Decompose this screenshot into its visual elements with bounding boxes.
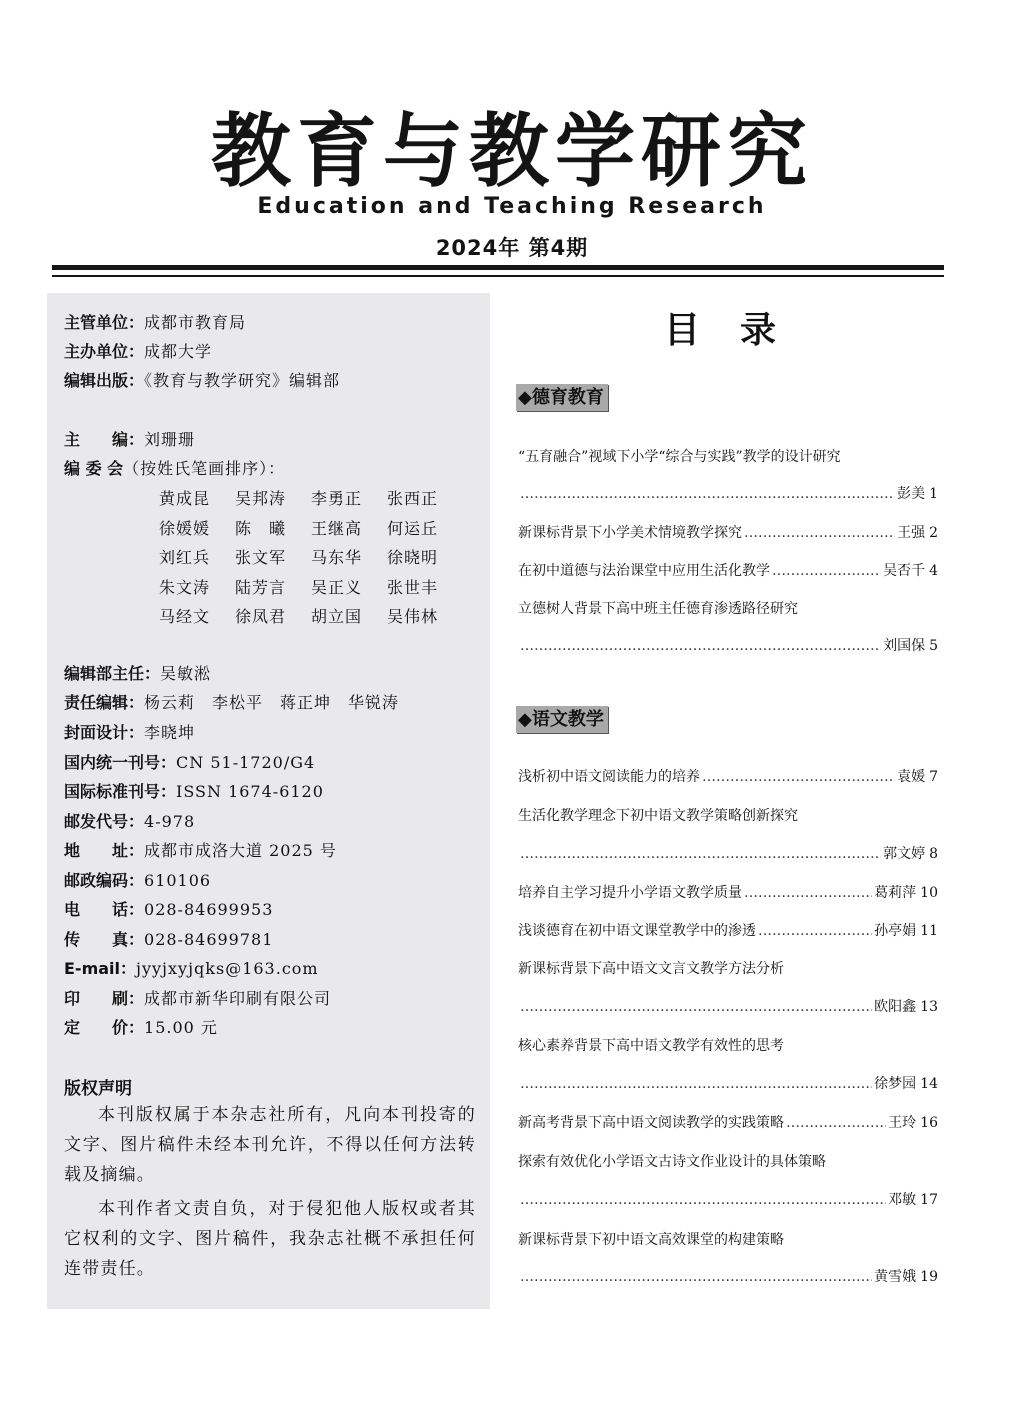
board-member: 吴正义	[311, 577, 363, 597]
toc-entry[interactable]: 培养自主学习提升小学语文教学质量 ………………………………………………………………………………………………………………………………………………………………………… 葛莉萍 10	[518, 882, 938, 904]
header-rule-thin	[52, 275, 944, 277]
board-member: 徐凤君	[235, 607, 287, 626]
board-member: 何运丘	[387, 518, 439, 538]
header-rule-thick	[52, 265, 944, 270]
info-row: 主办单位：成都大学	[64, 342, 213, 361]
detail-row: 邮发代号：4-978	[64, 812, 196, 831]
info-row: 主 编：刘珊珊	[64, 430, 196, 449]
toc-entry-author: 彭美	[897, 486, 926, 502]
board-member: 胡立国	[311, 607, 363, 626]
toc-entry-title[interactable]: 核心素养背景下高中语文教学有效性的思考	[518, 1038, 784, 1054]
board-member: 陈 曦	[235, 518, 287, 538]
board-member: 徐晓明	[387, 548, 439, 567]
toc-entry-leader: ………………………………………………………………………………………………………………………………………………………………………… 欧阳鑫 13	[518, 996, 938, 1018]
detail-row: 定 价：15.00 元	[64, 1018, 218, 1037]
issue-label: 2024年 第4期	[435, 236, 589, 260]
toc-entry-title[interactable]: 新课标背景下高中语文文言文教学方法分析	[518, 961, 784, 977]
toc-title: 目录	[664, 310, 817, 351]
detail-row: 电 话：028-84699953	[64, 900, 274, 919]
detail-row: 传 真：028-84699781	[64, 930, 274, 949]
detail-row: E-mail：jyyjxyjqks@163.com	[64, 959, 319, 978]
board-member: 李勇正	[311, 489, 363, 508]
toc-entry-title[interactable]: 生活化教学理念下初中语文教学策略创新探究	[518, 808, 798, 824]
section-header: ◆德育教育	[516, 384, 608, 411]
copyright-title: 版权声明	[64, 1079, 132, 1099]
toc-entry-leader: ………………………………………………………………………………………………………………………………………………………………………… 徐梦园 14	[518, 1073, 938, 1095]
toc-entry[interactable]: 新高考背景下高中语文阅读教学的实践策略 ………………………………………………………………………………………………………………………………………………………………………… 王玲 16	[518, 1112, 938, 1134]
detail-row: 国内统一刊号：CN 51-1720/G4	[64, 753, 316, 772]
toc-entry-title[interactable]: 新课标背景下初中语文高效课堂的构建策略	[518, 1232, 784, 1248]
section-header: ◆语文教学	[516, 706, 608, 733]
toc-entry[interactable]: 浅析初中语文阅读能力的培养 ………………………………………………………………………………………………………………………………………………………………………… 袁媛 7	[518, 766, 938, 788]
board-member: 刘红兵	[159, 548, 211, 567]
journal-subtitle: Education and Teaching Research	[257, 194, 767, 219]
detail-row: 印 刷：成都市新华印刷有限公司	[64, 989, 332, 1008]
toc-entry-leader: ………………………………………………………………………………………………………………………………………………………………………… 郭文婷 8	[518, 843, 938, 865]
toc-entry-leader: ………………………………………………………………………………………………………………………………………………………………………… 刘国保 5	[518, 635, 938, 657]
info-row: 编辑出版：《教育与教学研究》编辑部	[64, 371, 341, 390]
toc-entry-leader: ………………………………………………………………………………………………………………………………………………………………………… 邓敏 17	[518, 1189, 938, 1211]
detail-row: 地 址：成都市成洛大道 2025 号	[64, 841, 337, 860]
toc-entry[interactable]: 新课标背景下小学美术情境教学探究 ………………………………………………………………………………………………………………………………………………………………………… 王强 2	[518, 522, 938, 544]
editorial-board-list	[159, 484, 459, 632]
board-member: 张世丰	[387, 577, 439, 597]
detail-row: 责任编辑：杨云莉 李松平 蒋正坤 华锐涛	[64, 693, 400, 712]
board-member: 吴伟林	[387, 607, 439, 626]
detail-row: 编辑部主任：吴敏淞	[64, 664, 212, 683]
toc-entry-title[interactable]: 探索有效优化小学语文古诗文作业设计的具体策略	[518, 1154, 826, 1170]
detail-row: 邮政编码：610106	[64, 871, 212, 890]
board-member: 张西正	[387, 489, 439, 508]
copyright-paragraph: 本刊版权属于本杂志社所有，凡向本刊投寄的文字、图片稿件未经本刊允许，不得以任何方法转载及摘编。	[64, 1105, 476, 1185]
toc-entry-title[interactable]: “五育融合”视域下小学“综合与实践”教学的设计研究	[518, 449, 841, 465]
toc-entry-leader	[518, 483, 938, 505]
board-member: 马经文	[159, 607, 211, 626]
toc-entry-title[interactable]: 立德树人背景下高中班主任德育渗透路径研究	[518, 601, 798, 617]
toc-entry[interactable]: 在初中道德与法治课堂中应用生活化教学 ………………………………………………………………………………………………………………………………………………………………………… 吴否千 4	[518, 560, 938, 582]
board-member: 朱文涛	[159, 577, 211, 597]
board-member: 马东华	[311, 548, 363, 567]
toc-entry-page: 1	[929, 486, 938, 502]
board-member: 黄成昆	[159, 489, 211, 508]
board-member: 王继高	[311, 518, 363, 538]
board-member: 徐媛媛	[159, 518, 211, 538]
info-row: 编 委 会（按姓氏笔画排序）：	[64, 459, 286, 478]
board-member: 吴邦涛	[235, 489, 287, 508]
detail-row: 封面设计：李晓坤	[64, 723, 196, 742]
board-member: 陆芳言	[235, 577, 287, 597]
journal-title: 教育与教学研究	[211, 105, 813, 198]
toc-entry[interactable]: 浅谈德育在初中语文课堂教学中的渗透 ………………………………………………………………………………………………………………………………………………………………………… 孙亭娟 11	[518, 920, 938, 942]
copyright-paragraph: 本刊作者文责自负，对于侵犯他人版权或者其它权利的文字、图片稿件，我杂志社概不承担任何连带责任。	[64, 1199, 476, 1279]
toc-entry-leader: ………………………………………………………………………………………………………………………………………………………………………… 黄雪娥 19	[518, 1266, 938, 1288]
detail-row: 国际标准刊号：ISSN 1674-6120	[64, 782, 324, 801]
info-row: 主管单位：成都市教育局	[64, 313, 247, 332]
board-member: 张文军	[235, 548, 287, 567]
